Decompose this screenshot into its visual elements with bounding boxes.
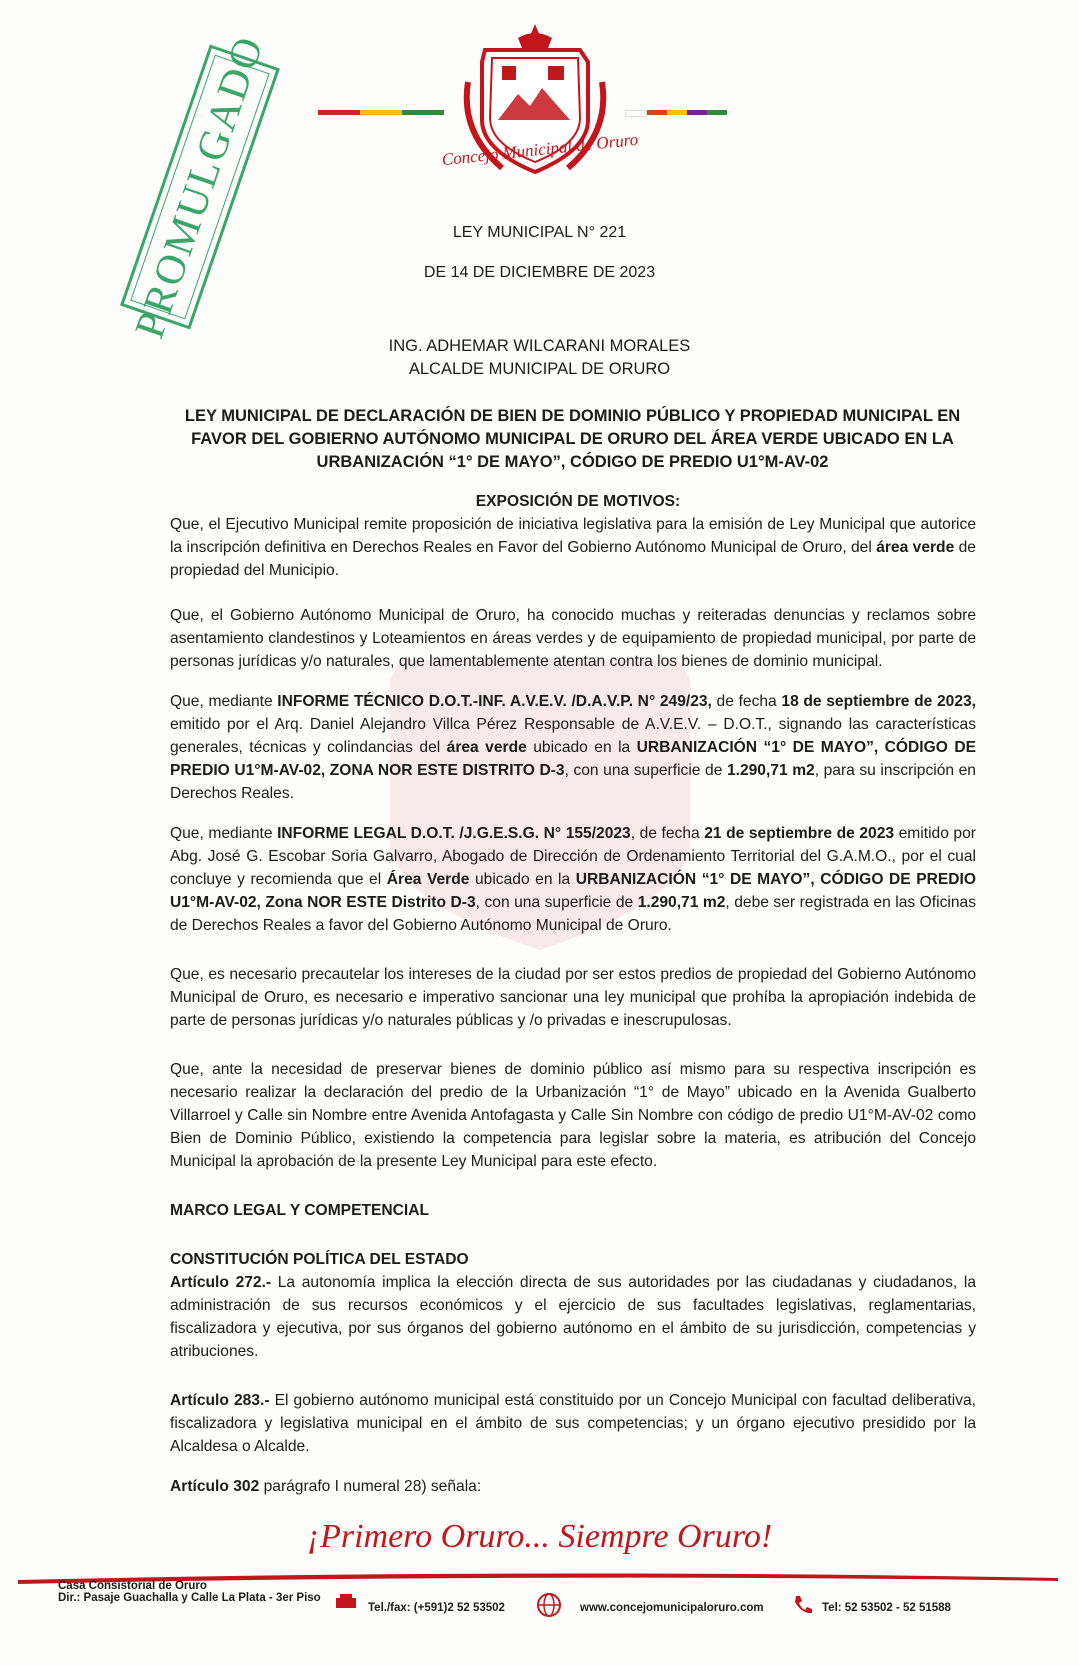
law-title-line: FAVOR DEL GOBIERNO AUTÓNOMO MUNICIPAL DE ORURO DEL ÁREA VERDE UBICADO EN LA [191,430,954,448]
law-title [175,405,970,474]
law-title-line: URBANIZACIÓN “1° DE MAYO”, CÓDIGO DE PREDIO U1°M-AV-02 [316,453,829,471]
flag-bar-left [318,110,444,115]
paragraph: Que, mediante INFORME LEGAL D.O.T. /J.G.E.S.G. N° 155/2023, de fecha 21 de septiembre de 2023 emitido por Abg. José G. Escobar Soria Galvarro, Abogado de Dirección de Ordenamiento Territorial del G.A.M.O., por el cual concluye y recomienda que el Área Verde ubicado en la URBANIZACIÓN “1° DE MAYO”, CÓDIGO DE PREDIO U1°M-AV-02, Zona NOR ESTE Distrito D-3, con una superficie de 1.290,71 m2, debe ser registrada en las Oficinas de Derechos Reales a favor del Gobierno Autónomo Municipal de Oruro. [170,825,976,934]
footer-phone: Tel: 52 53502 - 52 51588 [822,1602,951,1614]
fax-icon [334,1592,358,1612]
globe-icon [536,1592,562,1618]
stamp-text: PROMULGADO [126,29,274,345]
mayor-name: ING. ADHEMAR WILCARANI MORALES [388,337,691,355]
footer [0,1572,1079,1632]
constitucion-heading: CONSTITUCIÓN POLÍTICA DEL ESTADO [170,1251,469,1268]
footer-website[interactable]: www.concejomunicipaloruro.com [580,1602,764,1614]
marco-heading: MARCO LEGAL Y COMPETENCIAL [170,1202,430,1219]
article-302: Artículo 302 parágrafo I numeral 28) señala: [170,1478,482,1495]
article-272: Artículo 272.- La autonomía implica la elección directa de sus autoridades por las ciudadanas y ciudadanos, la administración de sus recursos económicos y el ejercicio de sus facultades legislativas, reglamentarias, fiscalizadora y ejecutiva, por sus órganos del gobierno autónomo en el ámbito de su jurisdicción, competencias y atribuciones. [170,1274,976,1360]
mayor-title: ALCALDE MUNICIPAL DE ORURO [408,360,671,378]
paragraph: Que, mediante INFORME TÉCNICO D.O.T.-INF. A.V.E.V. /D.A.V.P. N° 249/23, de fecha 18 de septiembre de 2023, emitido por el Arq. Daniel Alejandro Villca Pérez Responsable de A.V.E.V. – D.O.T., signando las características generales, técnicas y colindancias del área verde ubicado en la URBANIZACIÓN “1° DE MAYO”, CÓDIGO DE PREDIO U1°M-AV-02, ZONA NOR ESTE DISTRITO D-3, con una superficie de 1.290,71 m2, para su inscripción en Derechos Reales. [170,693,977,802]
law-title-line: LEY MUNICIPAL DE DECLARACIÓN DE BIEN DE DOMINIO PÚBLICO Y PROPIEDAD MUNICIPAL EN [184,407,961,425]
document-body [170,490,976,1498]
paragraph: Que, el Gobierno Autónomo Municipal de Oruro, ha conocido muchas y reiteradas denuncias y reclamos sobre asentamiento clandestinos y Loteamientos en áreas verdes y de equipamiento de propiedad municipal, por parte de personas jurídicas y/o naturales, que lamentablemente atentan contra los bienes de dominio municipal. [170,607,976,670]
footer-address: Casa Consistorial de Oruro Dir.: Pasaje Guachalla y Calle La Plata - 3er Piso [58,1580,321,1604]
promulgado-stamp [120,29,280,345]
footer-motto: ¡Primero Oruro... Siempre Oruro! [306,1518,773,1555]
law-date: DE 14 DE DICIEMBRE DE 2023 [423,264,656,281]
article-283: Artículo 283.- El gobierno autónomo municipal está constituido por un Concejo Municipal con facultad deliberativa, fiscalizadora y legislativa municipal en el ámbito de sus competencias; y un órgano ejecutivo presidido por la Alcaldesa o Alcalde. [170,1392,977,1455]
phone-icon [790,1592,816,1618]
law-number: LEY MUNICIPAL N° 221 [452,224,627,241]
coat-of-arms-icon [430,22,640,212]
footer-telfax: Tel./fax: (+591)2 52 53502 [368,1602,505,1614]
paragraph: Que, ante la necesidad de preservar bienes de dominio público así mismo para su respectiva inscripción es necesario realizar la declaración del predio de la Urbanización “1° de Mayo” ubicado en la Avenida Gualberto Villarroel y Calle sin Nombre entre Avenida Antofagasta y Calle Sin Nombre con código de predio U1°M-AV-02 como Bien de Dominio Público, existiendo la competencia para legislar sobre la materia, es atribución del Concejo Municipal la aprobación de la presente Ley Municipal para este efecto. [170,1061,976,1170]
seal-motto: Concejo Municipal de Oruro [440,129,639,170]
flag-bar-right [625,110,727,115]
paragraph: Que, el Ejecutivo Municipal remite proposición de iniciativa legislativa para la emisión de Ley Municipal que autorice la inscripción definitiva en Derechos Reales en Favor del Gobierno Autónomo Municipal de Oruro, del área verde de propiedad del Municipio. [170,516,976,579]
exposicion-heading: EXPOSICIÓN DE MOTIVOS: [475,493,681,510]
paragraph: Que, es necesario precautelar los intereses de la ciudad por ser estos predios de propiedad del Gobierno Autónomo Municipal de Oruro, es necesario e imperativo sancionar una ley municipal que prohíba la apropiación indebida de parte de personas jurídicas y/o naturales públicas y /o privadas e inescrupulosas. [170,966,976,1029]
